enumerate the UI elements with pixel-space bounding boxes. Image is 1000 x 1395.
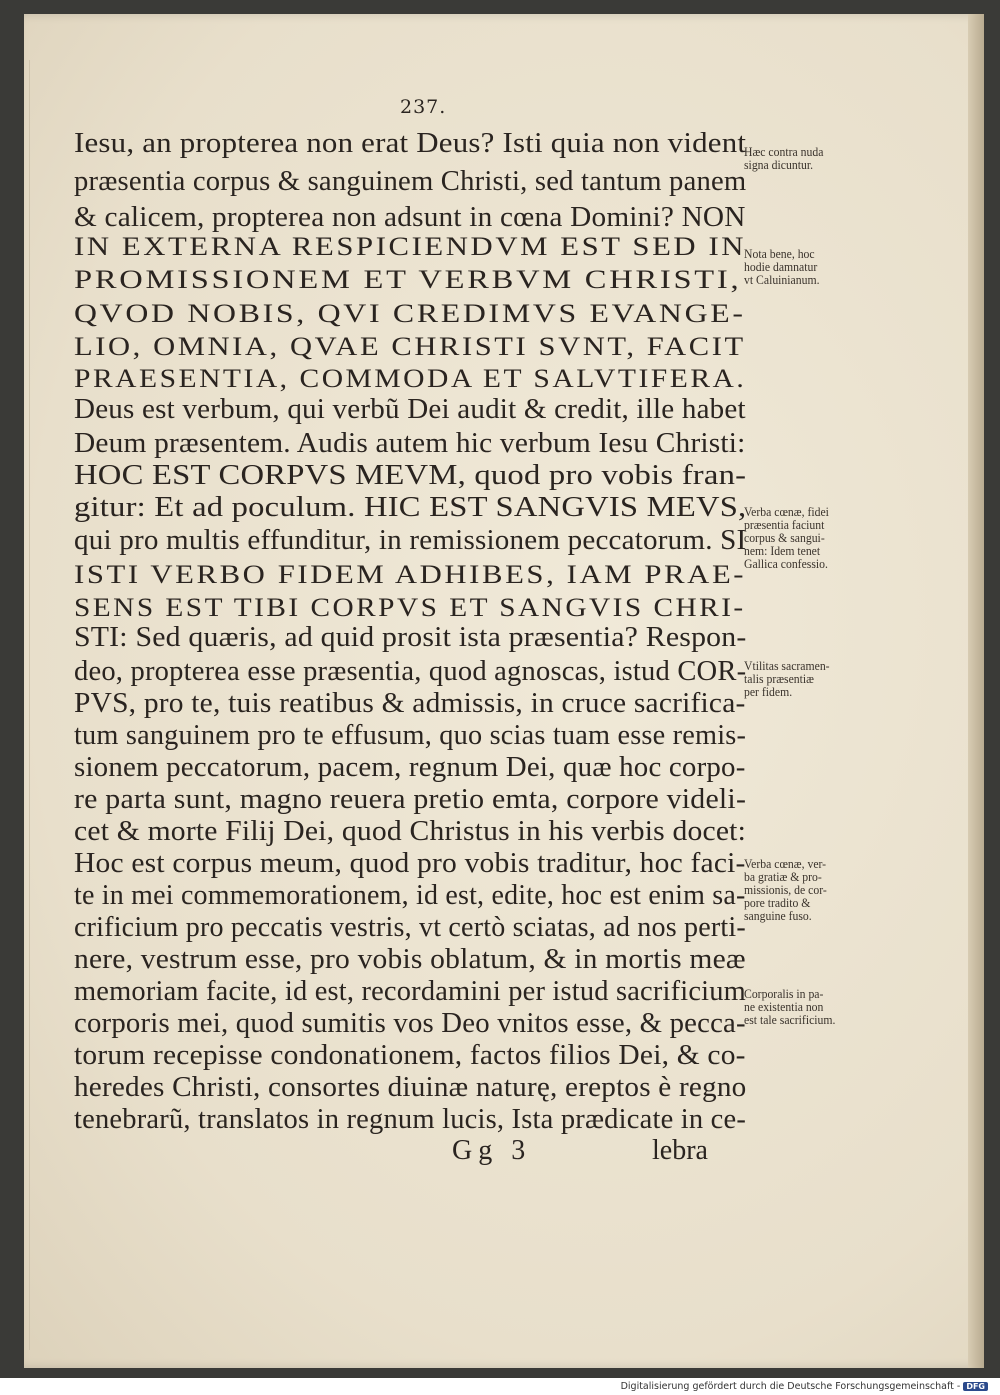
text-line: Hoc est corpus meum, quod pro vobis traditur, hoc faci- [74, 848, 746, 879]
marginal-line: Hæc contra nuda [744, 145, 824, 159]
text-line: torum recepisse condonationem, factos filios Dei, & co- [74, 1040, 746, 1071]
marginal-line: præsentia faciunt [744, 518, 825, 532]
marginal-line: Verba cœnæ, fidei [744, 505, 829, 519]
text-line: ISTI VERBO FIDEM ADHIBES, IAM PRAE- [74, 560, 747, 589]
text-line: heredes Christi, consortes diuinæ naturę, ereptos è regno [74, 1072, 747, 1103]
text-line: Iesu, an propterea non erat Deus? Isti quia non vident [74, 128, 747, 159]
text-line: crificium pro peccatis vestris, vt certò sciatas, ad nos perti- [74, 912, 746, 943]
marginal-line: sanguine fuso. [744, 909, 812, 923]
marginal-line: talis præsentiæ [744, 672, 814, 686]
marginal-line: ba gratiæ & pro- [744, 870, 822, 884]
page-number: 237. [400, 96, 447, 118]
text-line: deo, propterea esse præsentia, quod agnoscas, istud COR- [74, 656, 747, 687]
text-line: re parta sunt, magno reuera pretio emta, corpore videli- [74, 784, 747, 815]
marginal-line: vt Caluinianum. [744, 273, 820, 287]
text-line: qui pro multis effunditur, in remissionem peccatorum. SI [74, 525, 747, 556]
text-line: præsentia corpus & sanguinem Christi, sed tantum panem [74, 166, 747, 197]
marginal-line: Verba cœnæ, ver- [744, 857, 827, 871]
text-line: LIO, OMNIA, QVAE CHRISTI SVNT, FACIT [74, 332, 746, 361]
digitization-credit [621, 1381, 988, 1392]
marginal-line: Nota bene, hoc [744, 247, 815, 261]
gutter-line [29, 60, 30, 1350]
marginal-line: ne existentia non [744, 1000, 824, 1014]
marginal-line: Gallica confessio. [744, 557, 828, 571]
marginal-note [744, 858, 904, 923]
marginal-note [744, 660, 904, 699]
text-line: memoriam facite, id est, recordamini per istud sacrificium [74, 976, 746, 1007]
text-line: QVOD NOBIS, QVI CREDIMVS EVANGE- [74, 299, 746, 328]
marginal-line: est tale sacrificium. [744, 1013, 836, 1027]
marginal-line: Corporalis in pa- [744, 987, 824, 1001]
text-line: HOC EST CORPVS MEVM, quod pro vobis fran- [74, 460, 747, 491]
marginal-line: pore tradito & [744, 896, 811, 910]
marginal-note [744, 506, 904, 571]
marginal-line: hodie damnatur [744, 260, 818, 274]
credit-text: Digitalisierung gefördert durch die Deutsche Forschungsgemeinschaft - [620, 1381, 961, 1392]
marginal-note [744, 988, 904, 1027]
text-line: PROMISSIONEM ET VERBVM CHRISTI, [74, 265, 742, 294]
text-line: sionem peccatorum, pacem, regnum Dei, quæ hoc corpo- [74, 752, 746, 783]
dfg-logo: DFG [963, 1382, 988, 1391]
text-line: & calicem, propterea non adsunt in cœna Domini? NON [74, 202, 746, 233]
text-line: STI: Sed quæris, ad quid prosit ista præsentia? Respon- [74, 622, 747, 653]
marginal-line: per fidem. [744, 685, 793, 699]
marginal-line: Vtilitas sacramen- [744, 659, 830, 673]
text-line: gitur: Et ad poculum. HIC EST SANGVIS MEVS, [74, 492, 747, 523]
text-line: PVS, pro te, tuis reatibus & admissis, in cruce sacrifica- [74, 688, 746, 719]
marginal-line: nem: Idem tenet [744, 544, 821, 558]
signature-mark: Gg 3 [452, 1135, 532, 1166]
marginal-note [744, 146, 904, 172]
text-line: tum sanguinem pro te effusum, quo scias tuam esse remis- [74, 720, 747, 751]
catchword: lebra [652, 1135, 708, 1166]
marginal-line: missionis, de cor- [744, 883, 827, 897]
text-line: Deum præsentem. Audis autem hic verbum Iesu Christi: [74, 428, 746, 459]
text-line: Deus est verbum, qui verbũ Dei audit & credit, ille habet [74, 394, 746, 425]
marginal-line: corpus & sangui- [744, 531, 825, 545]
text-line: te in mei commemorationem, id est, edite, hoc est enim sa- [74, 880, 746, 911]
text-line: IN EXTERNA RESPICIENDVM EST SED IN [74, 232, 747, 261]
text-line: corporis mei, quod sumitis vos Deo vnitos esse, & pecca- [74, 1008, 746, 1039]
text-line: nere, vestrum esse, pro vobis oblatum, & in mortis meæ [74, 944, 746, 975]
text-line: cet & morte Filij Dei, quod Christus in his verbis docet: [74, 816, 747, 847]
text-line: SENS EST TIBI CORPVS ET SANGVIS CHRI- [74, 593, 746, 622]
page-edge [968, 14, 984, 1368]
text-line: PRAESENTIA, COMMODA ET SALVTIFERA. [74, 364, 747, 393]
marginal-note [744, 248, 904, 287]
marginal-line: signa dicuntur. [744, 158, 814, 172]
text-line: tenebrarũ, translatos in regnum lucis, Ista prædicate in ce- [74, 1104, 747, 1135]
